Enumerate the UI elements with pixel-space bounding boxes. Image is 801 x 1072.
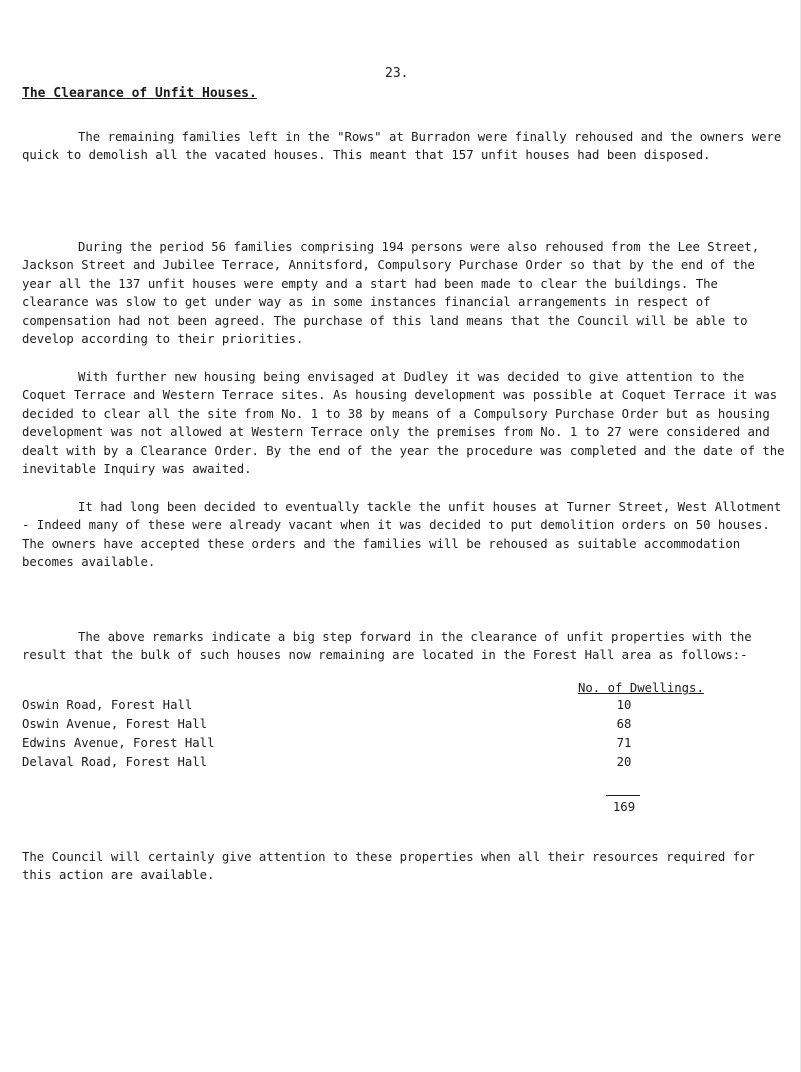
paragraph-text: With further new housing being envisaged at Dudley it was decided to give attention to the Coquet Terrace and Western Terrace sites. As housing development was possible at Coquet Terrace it was decided to clear all the site from No. 1 to 38 by means of a Compulsory Purchase Order but as housing development was not allowed at Western Terrace only the premises from No. 1 to 27 were considered and dealt with by a Clearance Order. By the end of the year the procedure was completed and the date of the inevitable Inquiry was awaited.	[22, 370, 785, 477]
table-row	[22, 717, 702, 735]
table-row	[22, 698, 702, 716]
row-count: 71	[616, 736, 632, 750]
row-location: Delaval Road, Forest Hall	[22, 755, 208, 769]
row-location: Oswin Avenue, Forest Hall	[22, 717, 208, 731]
row-count: 10	[616, 698, 632, 712]
dwellings-total: 169	[612, 800, 636, 814]
paragraph	[22, 498, 786, 572]
table-row	[22, 755, 702, 773]
paragraph-text: The above remarks indicate a big step forward in the clearance of unfit properties with the result that the bulk of such houses now remaining are located in the Forest Hall area as follows:-	[22, 630, 752, 663]
section-heading: The Clearance of Unfit Houses.	[22, 86, 257, 101]
paragraph	[22, 628, 786, 665]
dwellings-column-header: No. of Dwellings.	[578, 681, 704, 695]
paragraph	[22, 238, 786, 348]
row-location: Edwins Avenue, Forest Hall	[22, 736, 215, 750]
paragraph-text: It had long been decided to eventually tackle the unfit houses at Turner Street, West Allotment - Indeed many of these were already vacant when it was decided to put demolition orders on 50 houses. The owners have accepted these orders and the families will be rehoused as suitable accommodation becomes available.	[22, 500, 782, 570]
paragraph-text: During the period 56 families comprising 194 persons were also rehoused from the Lee Street, Jackson Street and Jubilee Terrace, Annitsford, Compulsory Purchase Order so that by the end of the year all the 137 unfit houses were empty and a start had been made to clear the buildings. The clearance was slow to get under way as in some instances financial arrangements in respect of compensation had not been agreed. The purchase of this land means that the Council will be able to develop according to their priorities.	[22, 240, 760, 347]
paragraph-text: The remaining families left in the "Rows" at Burradon were finally rehoused and the owners were quick to demolish all the vacated houses. This meant that 157 unfit houses had been disposed.	[22, 130, 782, 163]
paragraph-text: The Council will certainly give attention to these properties when all their resources required for this action are available.	[22, 850, 755, 883]
paragraph	[22, 848, 786, 885]
row-count: 68	[616, 717, 632, 731]
row-count: 20	[616, 755, 632, 769]
paragraph	[22, 368, 786, 478]
row-location: Oswin Road, Forest Hall	[22, 698, 193, 712]
page-number: 23.	[385, 66, 409, 81]
table-row	[22, 736, 702, 754]
paragraph	[22, 128, 786, 165]
total-divider	[606, 795, 640, 796]
